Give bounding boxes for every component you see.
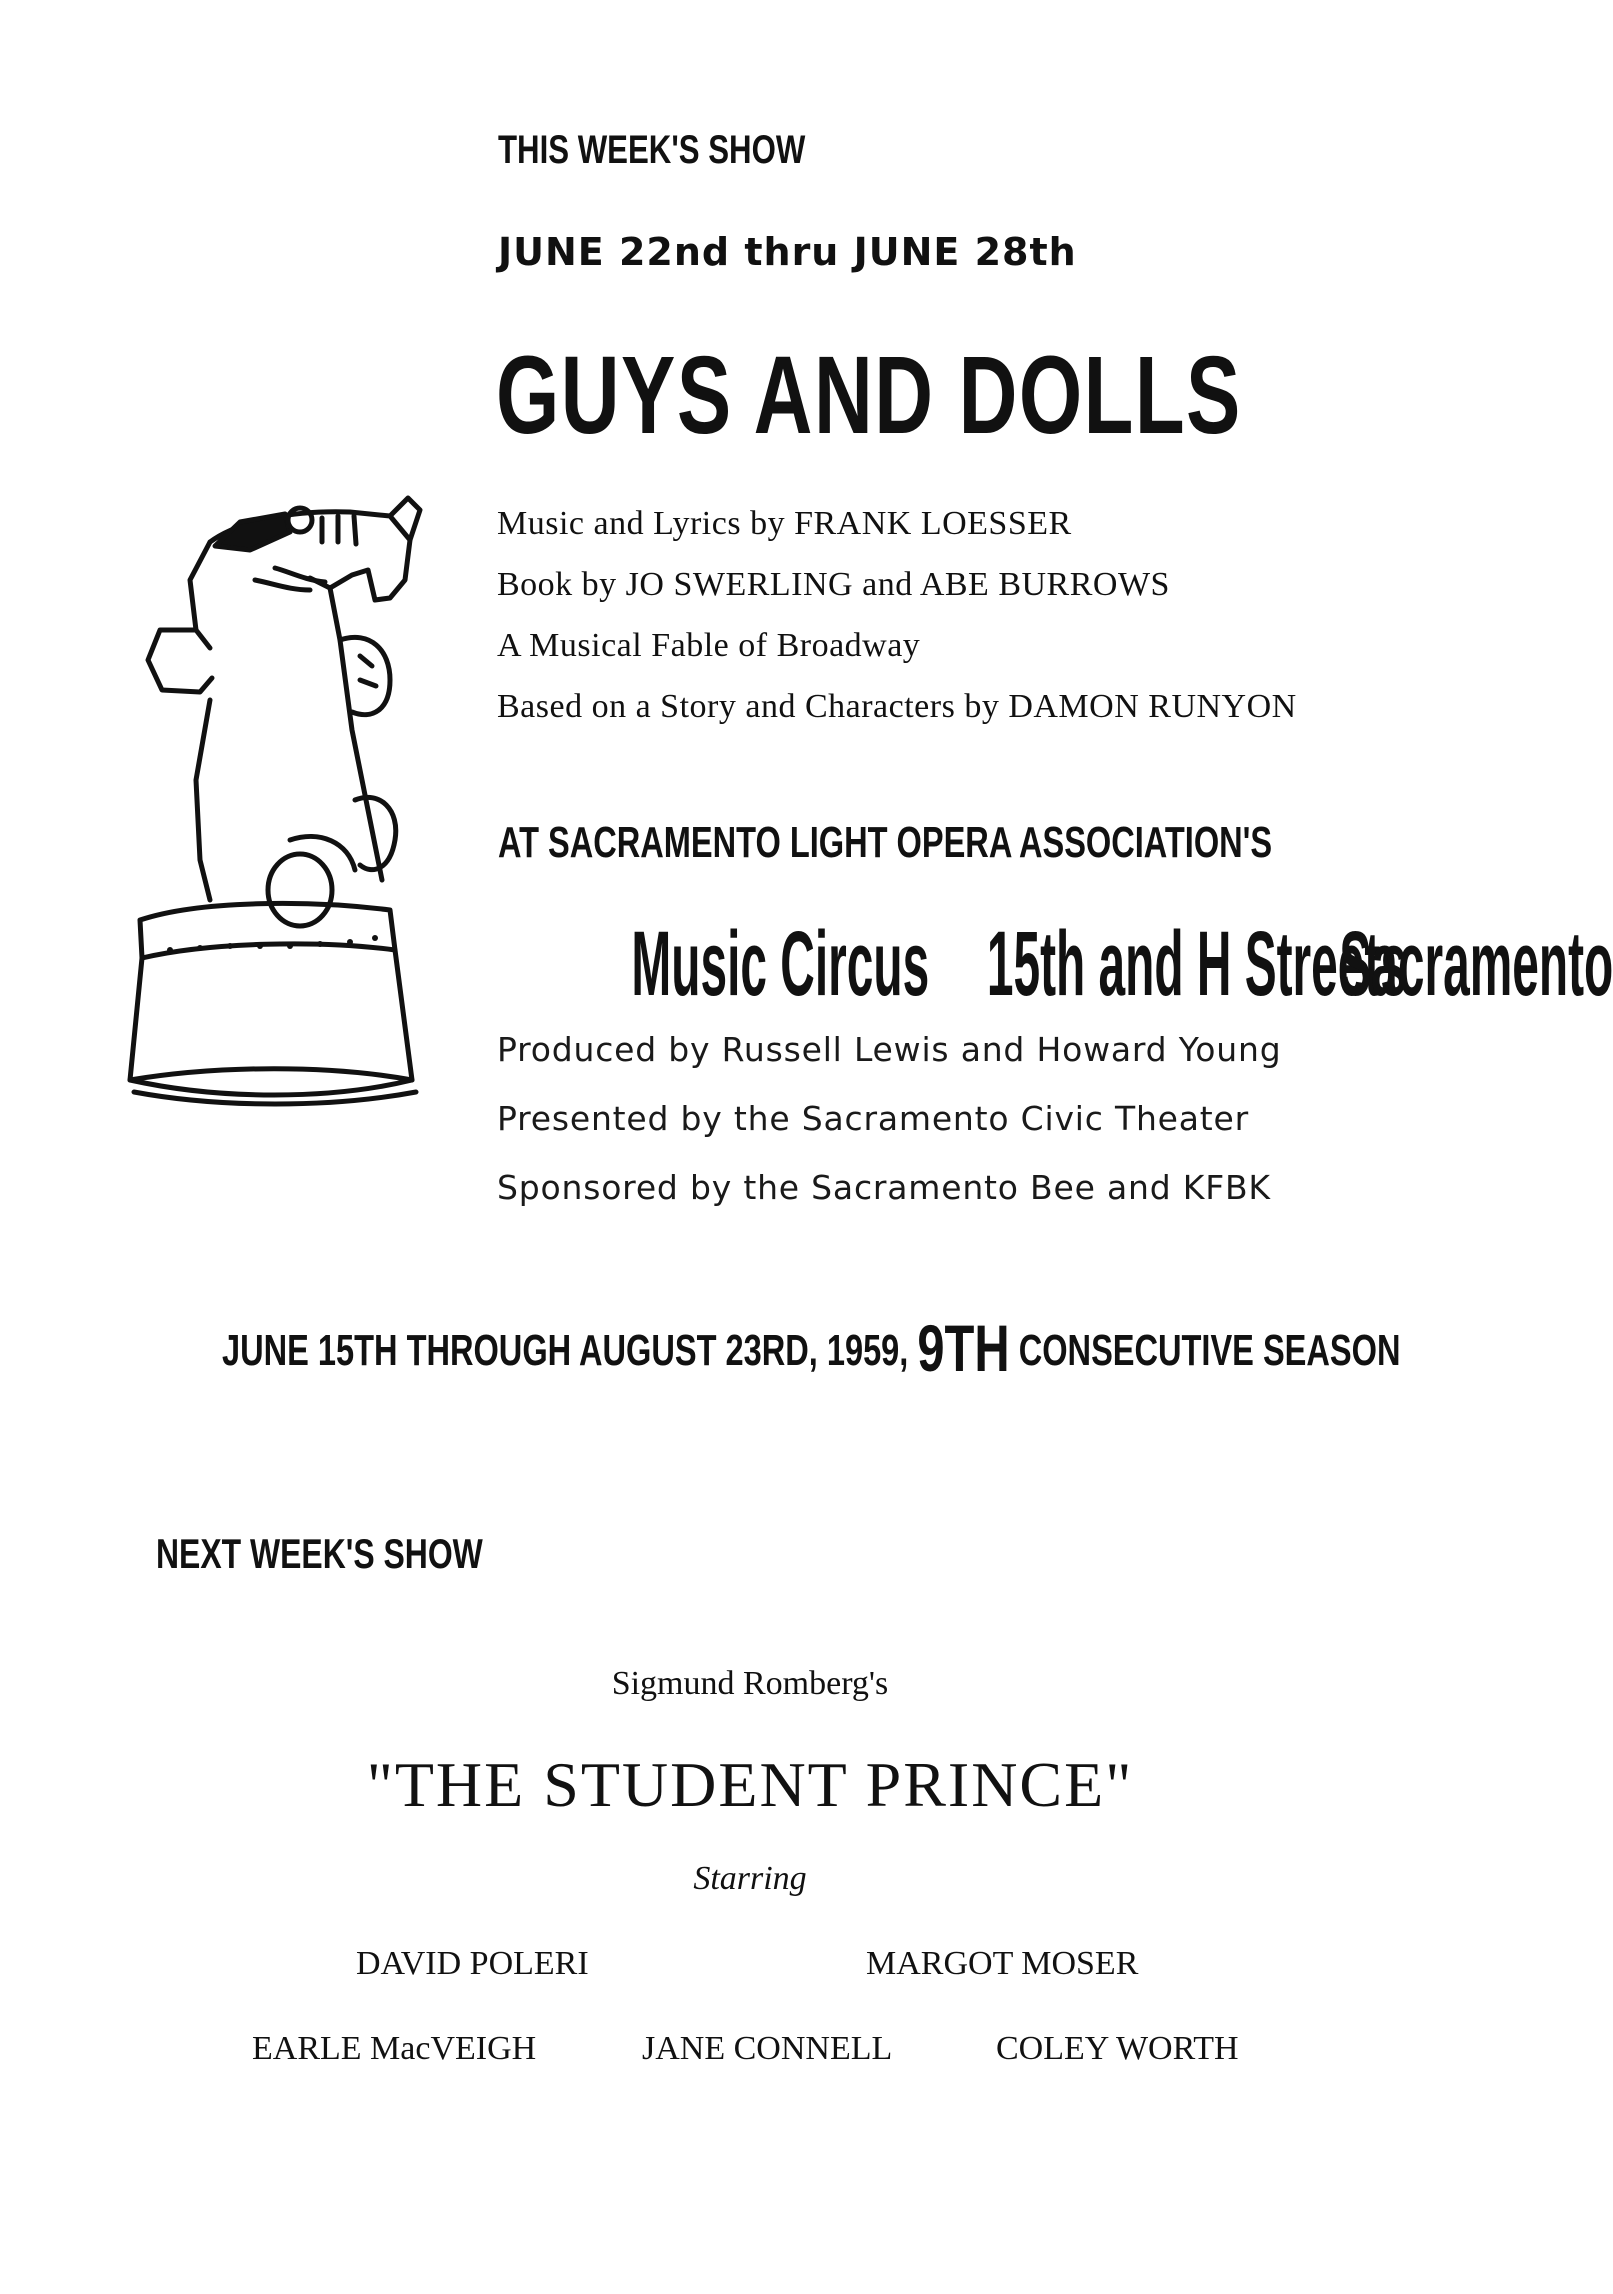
credit-book: Book by JO SWERLING and ABE BURROWS bbox=[497, 566, 1170, 603]
composer-credit: Sigmund Romberg's bbox=[611, 1665, 889, 1702]
season-label: CONSECUTIVE SEASON bbox=[1018, 1326, 1401, 1375]
credit-based-on: Based on a Story and Characters by DAMON RUNYON bbox=[497, 688, 1297, 725]
starring-label: Starring bbox=[693, 1860, 807, 1897]
show-dates: JUNE 22nd thru JUNE 28th bbox=[498, 230, 1077, 274]
venue-name: Music Circus bbox=[631, 913, 930, 1015]
cast-member: MARGOT MOSER bbox=[866, 1945, 1139, 1982]
cast-member: JANE CONNELL bbox=[642, 2030, 893, 2067]
cast-member: DAVID POLERI bbox=[356, 1945, 589, 1982]
venue-address: 15th and H Streets bbox=[986, 913, 1407, 1015]
show-title: GUYS AND DOLLS bbox=[496, 334, 1242, 457]
sponsored-by: Sponsored by the Sacramento Bee and KFBK bbox=[497, 1168, 1271, 1207]
credit-music-lyrics: Music and Lyrics by FRANK LOESSER bbox=[497, 505, 1072, 542]
season-line bbox=[222, 1310, 1400, 1386]
credit-subtitle: A Musical Fable of Broadway bbox=[497, 627, 921, 664]
cast-member: COLEY WORTH bbox=[996, 2030, 1239, 2067]
association-line: AT SACRAMENTO LIGHT OPERA ASSOCIATION'S bbox=[498, 818, 1273, 867]
next-show-title: "THE STUDENT PRINCE" bbox=[366, 1749, 1134, 1820]
venue-city: Sacramento bbox=[1339, 913, 1613, 1015]
elephant-illustration-icon bbox=[90, 480, 430, 1100]
cast-member: EARLE MacVEIGH bbox=[252, 2030, 537, 2067]
this-week-heading: THIS WEEK'S SHOW bbox=[498, 128, 806, 172]
next-week-heading: NEXT WEEK'S SHOW bbox=[156, 1530, 483, 1577]
season-dates: JUNE 15TH THROUGH AUGUST 23RD, 1959, bbox=[222, 1326, 909, 1375]
season-number: 9TH bbox=[917, 1311, 1010, 1385]
produced-by: Produced by Russell Lewis and Howard Young bbox=[497, 1030, 1282, 1069]
presented-by: Presented by the Sacramento Civic Theater bbox=[497, 1099, 1249, 1138]
